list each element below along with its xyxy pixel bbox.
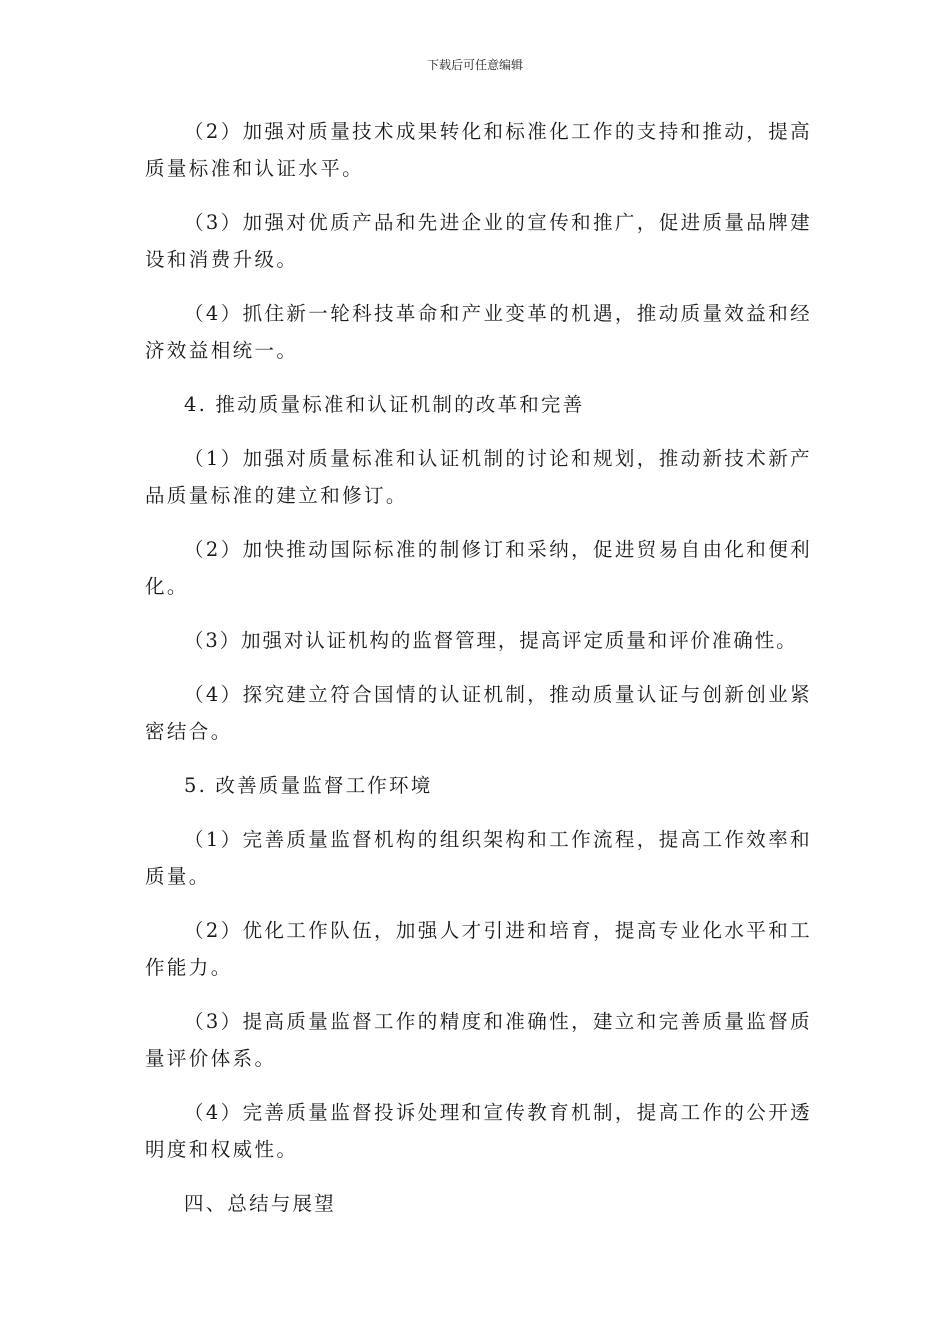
paragraph-5-3: （3）提高质量监督工作的精度和准确性，建立和完善质量监督质量评价体系。: [145, 1010, 813, 1070]
paragraph-5-1: （1）完善质量监督机构的组织架构和工作流程，提高工作效率和质量。: [145, 828, 813, 888]
section-heading-summary: 四、总结与展望: [184, 1192, 336, 1215]
paragraph-4-1: （1）加强对质量标准和认证机制的讨论和规划，推动新技术新产品质量标准的建立和修订。: [145, 447, 813, 507]
paragraph-4-4: （4）探究建立符合国情的认证机制，推动质量认证与创新创业紧密结合。: [145, 683, 813, 743]
section-heading-5: 5. 改善质量监督工作环境: [184, 774, 433, 797]
paragraph-2-2: （2）加强对质量技术成果转化和标准化工作的支持和推动，提高质量标准和认证水平。: [145, 120, 813, 180]
paragraph-4-3: （3）加强对认证机构的监督管理，提高评定质量和评价准确性。: [184, 629, 798, 652]
paragraph-2-4: （4）抓住新一轮科技革命和产业变革的机遇，推动质量效益和经济效益相统一。: [145, 302, 813, 362]
document-body: [145, 113, 817, 1239]
header-note: 下载后可任意编辑: [426, 58, 523, 72]
paragraph-5-2: （2）优化工作队伍，加强人才引进和培育，提高专业化水平和工作能力。: [145, 919, 813, 979]
paragraph-5-4: （4）完善质量监督投诉处理和宣传教育机制，提高工作的公开透明度和权威性。: [145, 1101, 813, 1161]
section-heading-4: 4. 推动质量标准和认证机制的改革和完善: [184, 393, 585, 416]
paragraph-4-2: （2）加快推动国际标准的制修订和采纳，促进贸易自由化和便利化。: [145, 538, 813, 598]
paragraph-2-3: （3）加强对优质产品和先进企业的宣传和推广，促进质量品牌建设和消费升级。: [145, 211, 813, 271]
